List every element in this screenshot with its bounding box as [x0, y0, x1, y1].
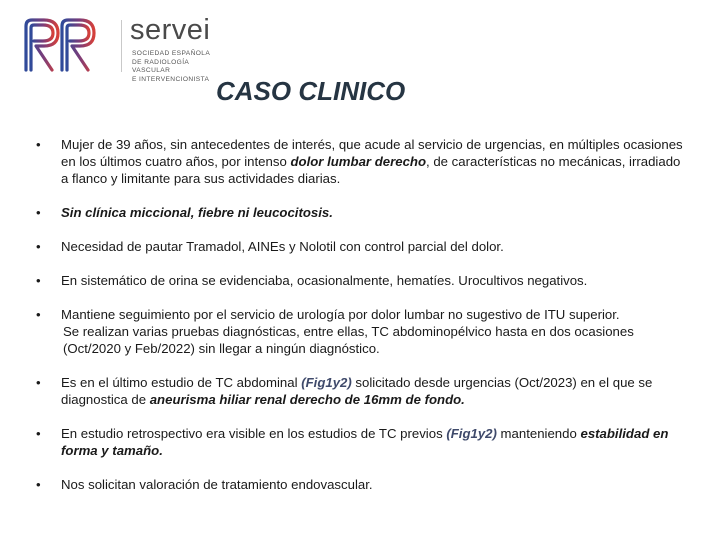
logo-subtitle-line: VASCULAR [132, 67, 171, 75]
servei-logo [22, 14, 212, 83]
case-bullet-list [34, 136, 684, 493]
bullet-text: Mantiene seguimiento por el servicio de urología por dolor lumbar no sugestivo de ITU superior. [61, 307, 620, 322]
bullet-emphasis: dolor lumbar derecho [290, 154, 427, 169]
bullet-text: Mujer de 39 años, sin antecedentes de interés, que acude al servicio de urgencias, en múltiples ocasiones en los últimos cuatro años, por intenso [61, 137, 683, 169]
figure-reference: (Fig1y2) [301, 375, 352, 390]
bullet-emphasis: aneurisma hiliar renal derecho de 16mm de fondo. [149, 392, 465, 407]
logo-subtitle-line: E INTERVENCIONISTA [132, 75, 210, 83]
bullet-item [34, 425, 684, 459]
servei-logo-mark-icon [22, 16, 98, 74]
logo-subtitle-line: DE RADIOLOGÍA [132, 58, 190, 66]
logo-subtitle [132, 50, 210, 84]
bullet-emphasis: Sin clínica miccional, fiebre ni leucocitosis. [61, 205, 333, 220]
figure-reference: (Fig1y2) [446, 426, 497, 441]
bullet-item [34, 136, 684, 187]
logo-name: servei [130, 14, 211, 46]
bullet-text: En sistemático de orina se evidenciaba, ocasionalmente, hematíes. Urocultivos negativos. [61, 273, 588, 288]
bullet-text: manteniendo [496, 426, 581, 441]
bullet-text: Nos solicitan valoración de tratamiento endovascular. [61, 477, 373, 492]
bullet-item [34, 476, 684, 493]
bullet-item [34, 204, 684, 221]
bullet-text: , de características no mecánicas, irradiado a flanco y limitante para sus actividades diarias. [61, 154, 681, 186]
bullet-item [34, 238, 684, 255]
bullet-item [34, 374, 684, 408]
bullet-text: solicitado desde urgencias (Oct/2023) en el que se diagnostica de [61, 375, 653, 407]
bullet-item [34, 306, 684, 357]
bullet-text: Es en el último estudio de TC abdominal [61, 375, 302, 390]
bullet-emphasis: estabilidad en forma y tamaño. [61, 426, 669, 458]
bullet-text: Necesidad de pautar Tramadol, AINEs y Nolotil con control parcial del dolor. [61, 239, 504, 254]
logo-subtitle-line: SOCIEDAD ESPAÑOLA [132, 50, 211, 57]
page-title: CASO CLINICO [216, 76, 406, 106]
bullet-text: En estudio retrospectivo era visible en los estudios de TC previos [61, 426, 447, 441]
logo-divider [121, 20, 122, 72]
bullet-item [34, 272, 684, 289]
bullet-text-continued: Se realizan varias pruebas diagnósticas, entre ellas, TC abdominopélvico hasta en dos ocasiones (Oct/2020 y Feb/2022) sin llegar a ningún diagnóstico. [63, 324, 634, 356]
